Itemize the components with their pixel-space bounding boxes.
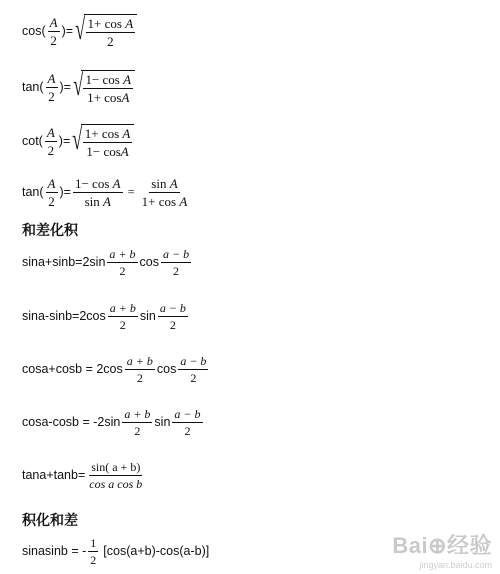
variable-a: A [123, 72, 132, 87]
numerator: a + b [126, 354, 153, 368]
denominator: 2 [190, 371, 197, 385]
numerator-text: 1− cos [74, 176, 110, 191]
formula-lhs: cosa+cosb = 2cos [22, 362, 123, 377]
denominator: 2 [48, 88, 55, 104]
formula-cos-difference [22, 408, 205, 437]
formula-tan-half-angle-sqrt [22, 70, 135, 104]
fraction [48, 16, 60, 47]
numerator-text: sin [151, 176, 167, 191]
numerator: A [47, 176, 56, 191]
fraction [140, 177, 190, 208]
square-root [74, 14, 137, 48]
numerator: A [49, 14, 58, 30]
numerator: a + b [109, 301, 136, 315]
trig-function: sin [154, 415, 171, 430]
formula-equals: )= [61, 23, 74, 38]
fraction [108, 302, 138, 331]
denominator: 2 [169, 318, 176, 332]
denominator: 2 [50, 32, 57, 48]
denominator: 2 [107, 34, 114, 49]
formula-tan-sum [22, 461, 146, 490]
fraction [125, 355, 155, 384]
numerator: a + b [124, 407, 151, 421]
fraction [161, 248, 191, 277]
denominator: 2 [48, 194, 55, 209]
fraction [46, 72, 58, 103]
denominator: 2 [119, 264, 126, 278]
numerator: a − b [180, 354, 207, 368]
watermark-logo-text: Bai⊕经验 [392, 533, 492, 558]
fraction [158, 302, 188, 331]
numerator: a − b [174, 407, 201, 421]
fraction [45, 126, 57, 157]
radical-sign: √ [72, 123, 83, 156]
numerator: a − b [162, 247, 190, 261]
denominator-text: sin [84, 194, 100, 209]
trig-function: cos [156, 362, 177, 377]
denominator: cos a cos b [89, 477, 143, 491]
section-heading-product-to-sum: 积化和差 [22, 513, 78, 529]
section-heading-sum-to-product: 和差化积 [22, 223, 78, 239]
variable-a: A [122, 126, 131, 141]
formula-rhs: [cos(a+b)-cos(a-b)] [103, 544, 210, 559]
denominator-text: 1+ cos [141, 194, 177, 209]
formula-sin-sum [22, 248, 193, 277]
variable-a: A [179, 194, 188, 209]
denominator: 2 [134, 424, 141, 438]
equals-sign: = [127, 185, 135, 200]
fraction [172, 408, 202, 437]
denominator: 2 [47, 142, 55, 158]
numerator-text: 1− cos [85, 72, 120, 87]
variable-a: A [103, 194, 111, 209]
formula-cos-half-angle [22, 14, 137, 48]
formula-cot-half-angle [22, 124, 134, 158]
watermark-url: jingyan.baidu.com [419, 560, 492, 570]
fraction [88, 537, 98, 566]
formula-lhs: cos( [22, 23, 46, 38]
formula-lhs: cot( [22, 133, 43, 148]
variable-a: A [121, 90, 130, 105]
formula-equals: )= [59, 79, 71, 94]
fraction [73, 177, 123, 208]
fraction [122, 408, 152, 437]
fraction [107, 248, 137, 277]
formula-sin-product [22, 537, 209, 566]
variable-a: A [120, 144, 129, 159]
numerator: A [47, 70, 56, 86]
numerator: 1 [90, 536, 97, 550]
denominator: 2 [136, 371, 143, 385]
variable-a: A [112, 176, 121, 191]
trig-function: sin [139, 309, 156, 324]
square-root [71, 124, 134, 158]
formula-lhs: sinasinb = - [22, 544, 87, 559]
radical-sign: √ [75, 13, 86, 46]
denominator: 2 [173, 264, 180, 278]
formula-lhs: sina-sinb=2cos [22, 309, 106, 324]
numerator-text: 1+ cos [84, 126, 120, 141]
formula-cos-sum [22, 355, 210, 384]
numerator: A [46, 124, 55, 140]
formula-equals: )= [58, 133, 71, 148]
denominator: 2 [119, 318, 126, 332]
square-root [72, 70, 135, 104]
denominator: 2 [184, 424, 191, 438]
numerator: a + b [109, 247, 136, 261]
formula-lhs: tana+tanb= [22, 468, 86, 483]
formula-equals: )= [59, 185, 71, 200]
denominator: 2 [90, 553, 97, 567]
formula-tan-half-angle-ratio [22, 177, 191, 208]
denominator-text: 1+ cos [87, 90, 122, 105]
formula-lhs: tan( [22, 185, 44, 200]
numerator: a − b [159, 301, 186, 315]
fraction [178, 355, 208, 384]
denominator-text: 1− cos [86, 144, 121, 159]
variable-a: A [125, 16, 134, 31]
trig-function: cos [139, 255, 159, 270]
variable-a: A [169, 176, 178, 191]
fraction [87, 461, 144, 490]
formula-lhs: tan( [22, 79, 44, 94]
fraction [46, 177, 58, 208]
formula-sin-difference [22, 302, 190, 331]
numerator-text: 1+ cos [87, 16, 122, 31]
numerator: sin( a + b) [91, 460, 141, 474]
baidu-watermark [392, 529, 492, 570]
formula-lhs: cosa-cosb = -2sin [22, 415, 121, 430]
formula-lhs: sina+sinb=2sin [22, 255, 106, 270]
radical-sign: √ [73, 69, 84, 102]
